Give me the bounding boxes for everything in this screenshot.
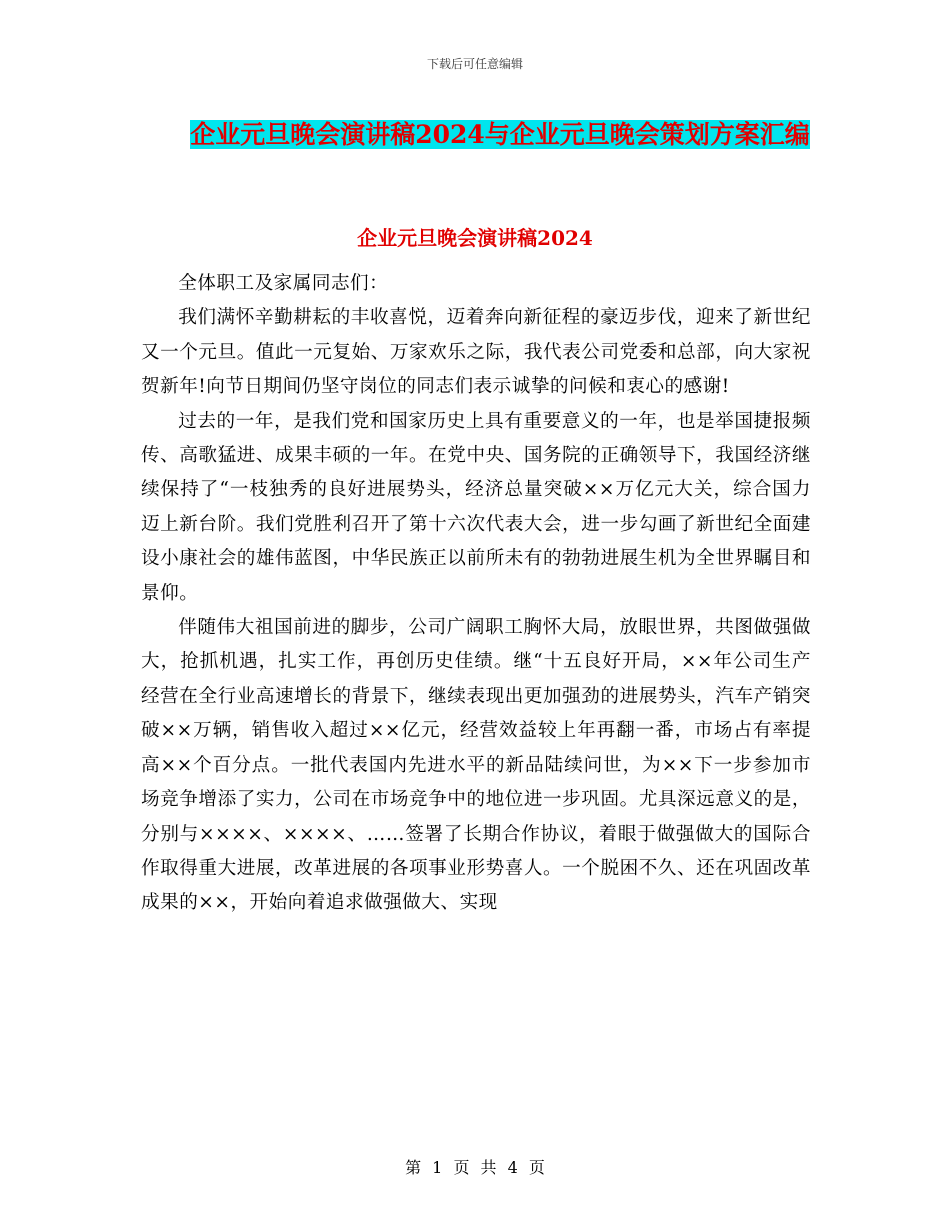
document-title (140, 112, 860, 158)
document-title-text: 企业元旦晚会演讲稿2024与企业元旦晚会策划方案汇编 (190, 120, 810, 149)
paragraph-salutation: 全体职工及家属同志们： (178, 273, 389, 294)
header-note: 下载后可任意编辑 (426, 57, 523, 71)
paragraph: 我们满怀辛勤耕耘的丰收喜悦，迈着奔向新征程的豪迈步伐，迎来了新世纪又一个元旦。值此一元复始、万家欢乐之际，我代表公司党委和总部，向大家祝贺新年!向节日期间仍坚守岗位的同志们表示诚挚的问候和衷心的感谢! (141, 307, 811, 398)
section-title: 企业元旦晚会演讲稿2024 (357, 226, 593, 250)
paragraph: 伴随伟大祖国前进的脚步，公司广阔职工胸怀大局，放眼世界，共图做强做大，抢抓机遇，扎实工作，再创历史佳绩。继“十五良好开局，××年公司生产经营在全行业高速增长的背景下，继续表现出更加强劲的进展势头，汽车产销突破××万辆，销售收入超过××亿元，经营效益较上年再翻一番，市场占有率提高××个百分点。一批代表国内先进水平的新品陆续问世，为××下一步参加市场竞争增添了实力，公司在市场竞争中的地位进一步巩固。尤具深远意义的是，分别与××××、××××、……签署了长期合作协议，着眼于做强做大的国际合作取得重大进展，改革进展的各项事业形势喜人。一个脱困不久、还在巩固改革成果的××，开始向着追求做强做大、实现 (141, 617, 811, 914)
page-footer: 第 1 页 共 4 页 (405, 1158, 545, 1177)
paragraph: 过去的一年，是我们党和国家历史上具有重要意义的一年，也是举国捷报频传、高歌猛进、成果丰硕的一年。在党中央、国务院的正确领导下，我国经济继续保持了“一枝独秀的良好进展势头，经济总量突破××万亿元大关，综合国力迈上新台阶。我们党胜利召开了第十六次代表大会，进一步勾画了新世纪全面建设小康社会的雄伟蓝图，中华民族正以前所未有的勃勃进展生机为全世界瞩目和景仰。 (141, 410, 811, 604)
body-text (141, 267, 811, 921)
